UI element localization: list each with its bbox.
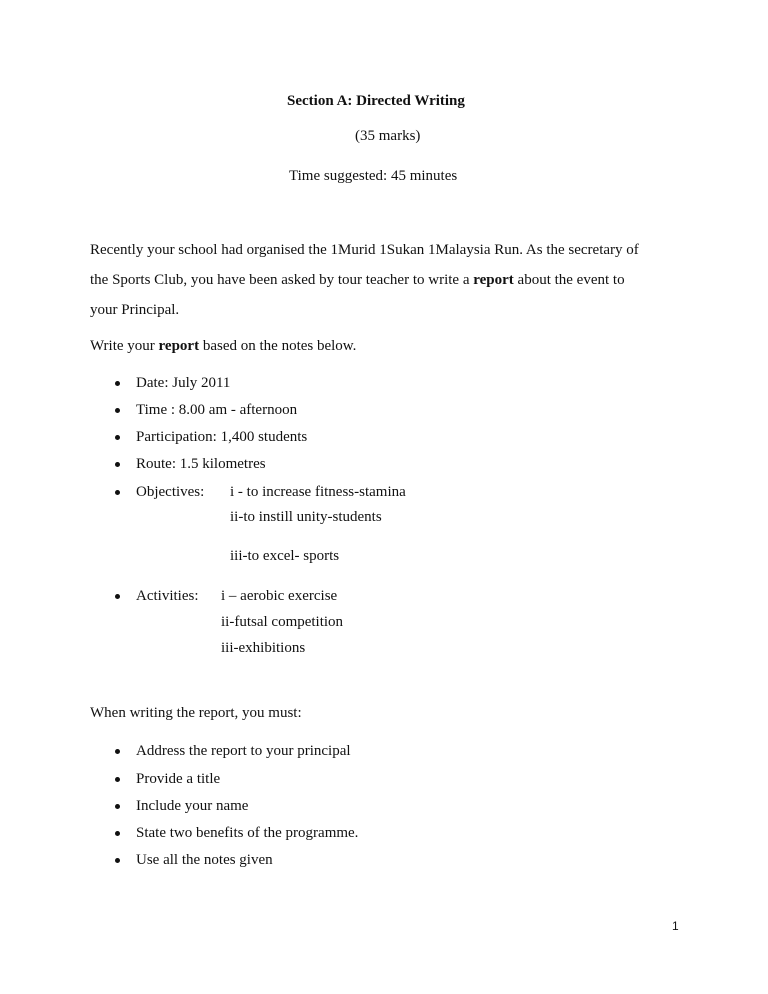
objectives-label: Objectives: xyxy=(136,484,205,500)
objective-1: i - to increase fitness-stamina xyxy=(230,484,406,500)
requirement-item: State two benefits of the programme. xyxy=(136,825,359,841)
text: the Sports Club, you have been asked by tour teacher to write a xyxy=(90,272,474,288)
bullet-icon xyxy=(115,381,120,386)
instruction xyxy=(90,337,356,355)
bullet-icon xyxy=(115,408,120,413)
requirement-item: Include your name xyxy=(136,798,249,814)
section-title: Section A: Directed Writing xyxy=(287,93,465,109)
intro-line-3: your Principal. xyxy=(90,302,180,318)
text: about the event to xyxy=(513,272,625,288)
bullet-icon xyxy=(115,462,120,467)
text: Write your xyxy=(90,338,159,354)
activity-2: ii-futsal competition xyxy=(221,614,344,630)
bold-text: report xyxy=(158,338,200,354)
requirement-item: Provide a title xyxy=(136,771,221,787)
bullet-icon xyxy=(115,749,120,754)
bullet-icon xyxy=(115,858,120,863)
requirement-item: Use all the notes given xyxy=(136,852,273,868)
intro-line-2 xyxy=(90,271,625,289)
activities-label: Activities: xyxy=(136,588,199,604)
bold-text: report xyxy=(473,272,514,288)
note-time: Time : 8.00 am - afternoon xyxy=(136,402,298,418)
note-participation: Participation: 1,400 students xyxy=(136,429,308,445)
bullet-icon xyxy=(115,594,120,599)
marks: (35 marks) xyxy=(355,128,421,144)
note-route: Route: 1.5 kilometres xyxy=(136,456,266,472)
activity-3: iii-exhibitions xyxy=(221,640,306,656)
bullet-icon xyxy=(115,831,120,836)
requirements-intro: When writing the report, you must: xyxy=(90,705,302,721)
objective-3: iii-to excel- sports xyxy=(230,548,340,564)
bullet-icon xyxy=(115,435,120,440)
text: based on the notes below. xyxy=(199,338,357,354)
bullet-icon xyxy=(115,490,120,495)
note-date: Date: July 2011 xyxy=(136,375,231,391)
page-number: 1 xyxy=(672,919,679,933)
bullet-icon xyxy=(115,804,120,809)
requirement-item: Address the report to your principal xyxy=(136,743,351,759)
time-suggested: Time suggested: 45 minutes xyxy=(289,168,458,184)
bullet-icon xyxy=(115,777,120,782)
intro-line-1: Recently your school had organised the 1Murid 1Sukan 1Malaysia Run. As the secretary of xyxy=(90,242,639,258)
objective-2: ii-to instill unity-students xyxy=(230,509,382,525)
activity-1: i – aerobic exercise xyxy=(221,588,338,604)
